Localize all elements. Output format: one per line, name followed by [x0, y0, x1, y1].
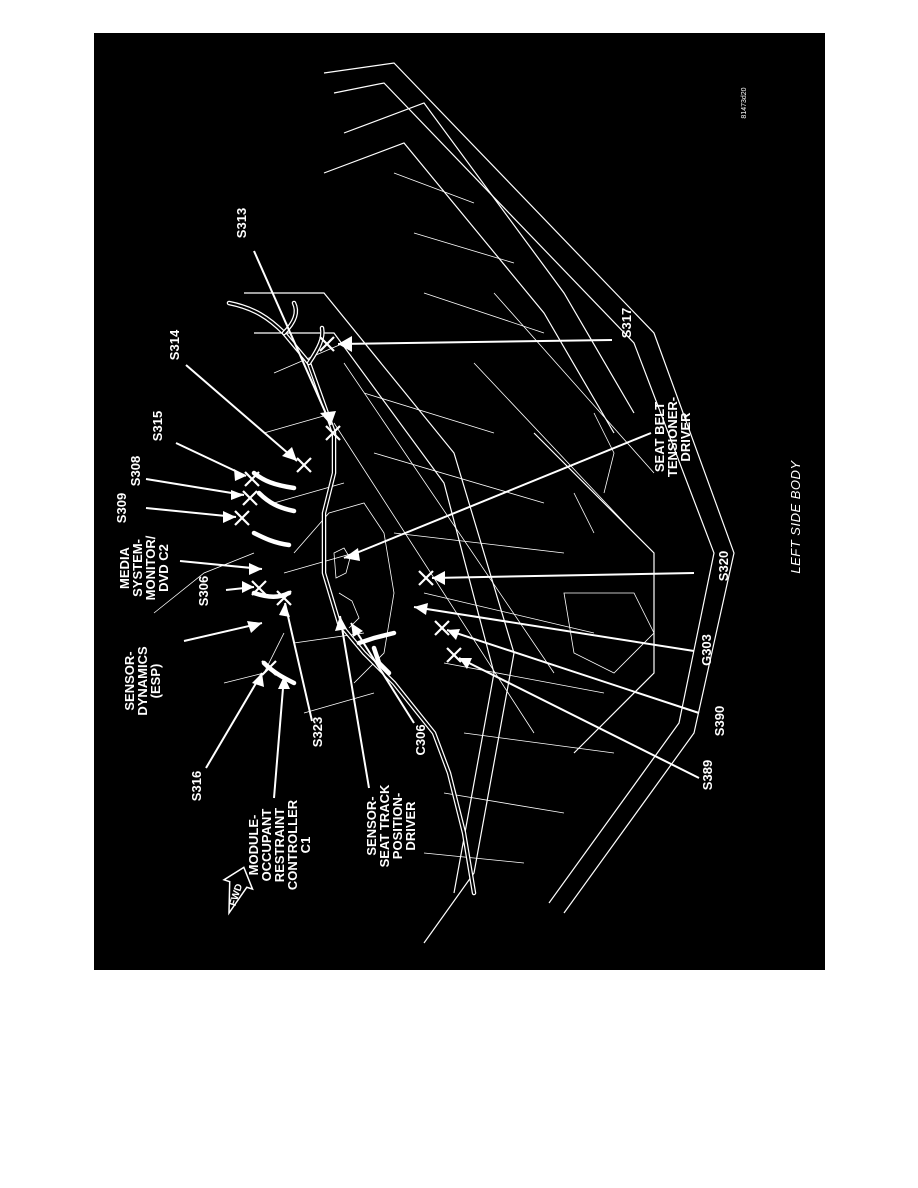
label-seat-belt-tensioner [652, 397, 693, 477]
label-s316: S316 [189, 770, 204, 802]
splice-x-s308 [243, 491, 257, 505]
svg-text:DYNAMICS: DYNAMICS [135, 646, 150, 716]
svg-text:(ESP): (ESP) [148, 663, 163, 699]
wiring-harness [229, 303, 474, 893]
diagram-panel [94, 33, 825, 970]
splice-x-s389 [447, 648, 461, 662]
label-c306: C306 [413, 724, 428, 756]
figure-code: 81473d20 [741, 87, 748, 119]
label-s314: S314 [167, 329, 182, 361]
svg-text:SEAT BELT: SEAT BELT [652, 401, 667, 473]
svg-text:DRIVER: DRIVER [403, 801, 418, 851]
splice-markers [235, 337, 461, 675]
label-sensor-seat-track [364, 784, 418, 867]
svg-text:DVD C2: DVD C2 [156, 544, 171, 592]
label-s308: S308 [128, 455, 143, 487]
splice-x-s390 [435, 621, 449, 635]
vehicle-body-outline [154, 63, 734, 943]
label-s313: S313 [234, 207, 249, 239]
label-s309: S309 [114, 492, 129, 524]
svg-text:SENSOR-: SENSOR- [364, 796, 379, 856]
diagram-caption: LEFT SIDE BODY [788, 460, 803, 574]
svg-text:MODULE-: MODULE- [246, 814, 261, 876]
label-s317: S317 [619, 307, 634, 339]
splice-x-s315 [245, 472, 259, 486]
svg-text:CONTROLLER: CONTROLLER [285, 799, 300, 891]
splice-x-s309 [235, 511, 249, 525]
label-sensor-dynamics [122, 646, 163, 716]
svg-text:RESTRAINT: RESTRAINT [272, 807, 287, 883]
label-s390: S390 [712, 705, 727, 737]
svg-text:MEDIA: MEDIA [117, 547, 132, 589]
label-g303: G303 [699, 634, 714, 666]
label-s306: S306 [196, 575, 211, 607]
svg-text:TENSIONER-: TENSIONER- [665, 396, 680, 478]
fwd-label: FWD [227, 882, 246, 908]
body-harness-diagram [94, 33, 825, 970]
splice-x-s320 [419, 571, 433, 585]
label-s389: S389 [700, 759, 715, 791]
callout-labels [114, 208, 731, 890]
svg-text:DRIVER: DRIVER [678, 412, 693, 462]
svg-text:SYSTEM-: SYSTEM- [130, 539, 145, 597]
label-s320: S320 [716, 550, 731, 582]
label-s323: S323 [310, 716, 325, 748]
splice-x-s314 [297, 458, 311, 472]
label-s315: S315 [150, 410, 165, 442]
svg-text:OCCUPANT: OCCUPANT [259, 808, 274, 882]
svg-text:MONITOR/: MONITOR/ [143, 535, 158, 601]
label-media-system [117, 535, 171, 600]
label-module-occupant-restraint [246, 799, 313, 890]
svg-text:SEAT TRACK: SEAT TRACK [377, 784, 392, 868]
svg-text:C1: C1 [298, 836, 313, 854]
svg-text:SENSOR-: SENSOR- [122, 651, 137, 711]
svg-text:POSITION-: POSITION- [390, 792, 405, 860]
